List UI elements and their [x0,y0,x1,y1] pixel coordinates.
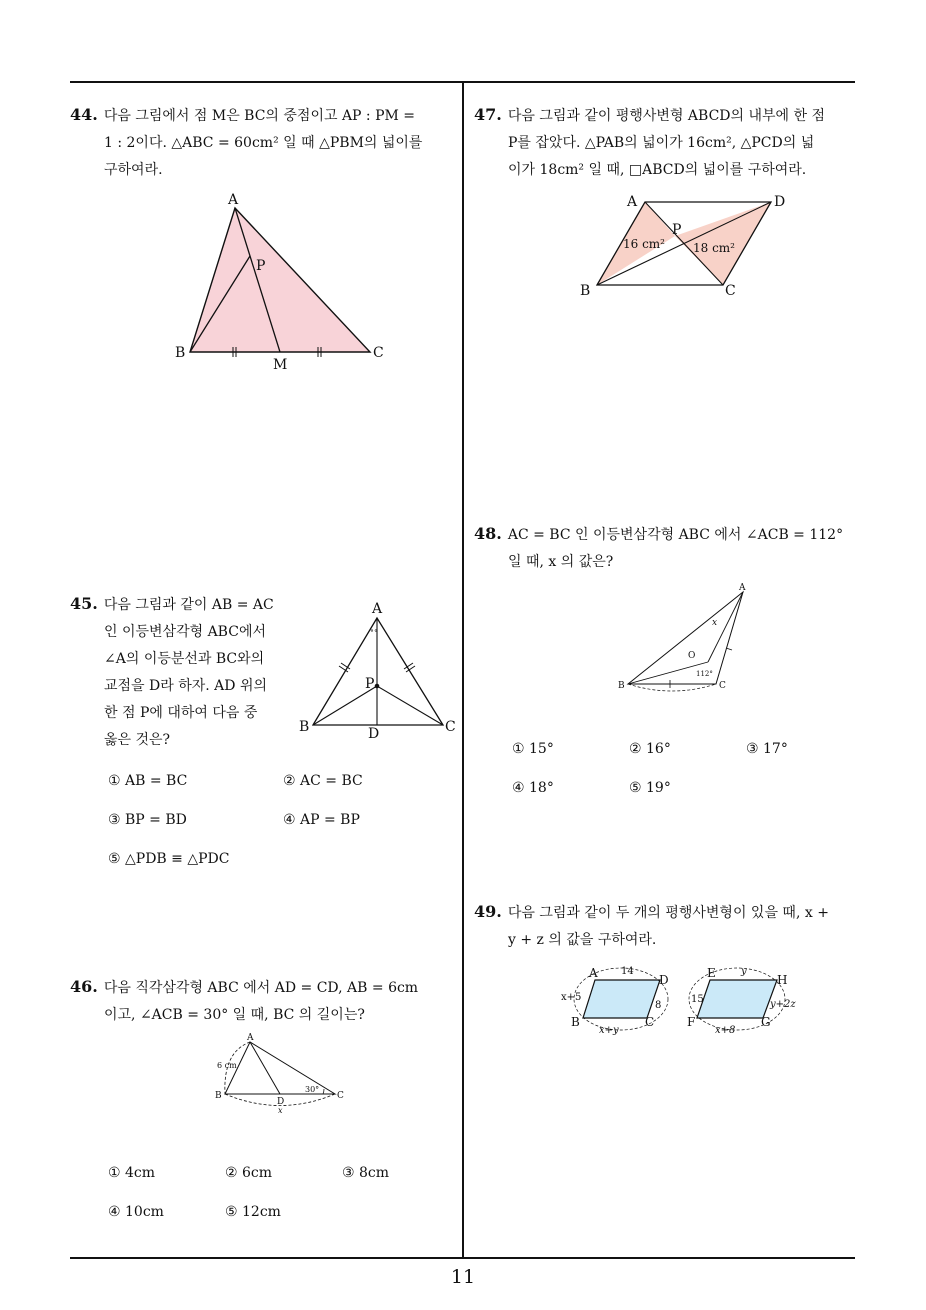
problem-text-line: 구하여라. [104,162,163,178]
label-a: A [627,194,638,210]
segment-ad [250,1042,280,1094]
label-o: O [688,651,696,661]
label-b: B [580,283,591,299]
problem-number: 48. [474,524,502,543]
choice-3[interactable]: ③ BP = BD [108,812,187,828]
choice-4[interactable]: ④ AP = BP [283,812,360,828]
problem-44 [70,101,455,184]
problem-number: 44. [70,105,98,124]
label-b: B [175,345,186,361]
problem-text-line: 다음 그림과 같이 평행사변형 ABCD의 내부에 한 점 [507,108,826,124]
label-x: x [712,618,718,628]
triangle-abc [190,208,370,352]
label-h: H [777,973,788,987]
label-area1: 16 cm² [623,237,665,251]
problem-text-line: 다음 직각삼각형 ABC 에서 AD = CD, AB = 6cm [103,980,419,996]
label-a: A [247,1033,254,1043]
problem-text-line: ∠A의 이등분선과 BC와의 [104,651,265,667]
label-a: A [372,601,383,617]
label-bottom1: x+y [599,1025,619,1036]
problem-text-line: 한 점 P에 대하여 다음 중 [104,705,258,721]
choice-5[interactable]: ⑤ 12cm [225,1204,281,1220]
point-p [375,684,380,689]
choice-5[interactable]: ⑤ △PDB ≡ △PDC [108,851,230,867]
problem-text-line: 다음 그림과 같이 AB = AC [103,597,274,613]
label-e: E [707,966,716,980]
label-c: C [719,681,726,691]
problem-48 [474,520,864,576]
problem-text-line: y + z 의 값을 구하여라. [508,932,657,948]
choice-2[interactable]: ② AC = BC [283,773,363,789]
label-angle: 112° [696,670,713,678]
right-triangle-figure-46 [205,1032,365,1117]
label-c: C [337,1091,344,1101]
isosceles-figure-45 [295,598,460,743]
label-bottom2: x+8 [715,1025,736,1036]
problem-text-line: 다음 그림과 같이 두 개의 평행사변형이 있을 때, x + [507,905,829,921]
problem-number: 47. [474,105,502,124]
label-p: P [672,222,682,238]
problem-49 [474,898,864,954]
choice-3[interactable]: ③ 17° [746,741,788,757]
triangle-abc [628,592,743,684]
choice-2[interactable]: ② 16° [629,741,671,757]
parallelogram-figure-47 [575,190,795,300]
choice-2[interactable]: ② 6cm [225,1165,273,1181]
problem-text-line: 이고, ∠ACB = 30° 일 때, BC 의 길이는? [104,1007,365,1023]
label-left1: x+5 [561,992,582,1003]
choice-5[interactable]: ⑤ 19° [629,780,671,796]
label-d: D [774,194,786,210]
label-b: B [299,719,310,735]
problem-46 [70,973,460,1029]
parallelogram-efgh [697,980,777,1018]
label-c: C [445,719,456,735]
choice-4[interactable]: ④ 18° [512,780,554,796]
problem-text-line: 다음 그림에서 점 M은 BC의 중점이고 AP : PM = [103,108,416,124]
problem-text-line: 인 이등변삼각형 ABC에서 [104,624,266,640]
label-b: B [618,681,625,691]
problem-number: 49. [474,902,502,921]
label-area2: 18 cm² [693,241,735,255]
column-divider [462,81,464,1259]
label-angle: 30° [305,1085,320,1094]
label-f: F [687,1015,696,1029]
label-x: x [278,1106,283,1115]
label-p: P [256,258,266,274]
label-b: B [571,1015,580,1029]
page-number: 11 [450,1266,476,1288]
label-p: P [365,676,375,692]
problem-number: 45. [70,594,98,613]
choice-1[interactable]: ① AB = BC [108,773,188,789]
label-a: A [739,583,746,593]
label-d: D [659,973,669,987]
problem-47 [474,101,859,184]
choice-4[interactable]: ④ 10cm [108,1204,164,1220]
isosceles-figure-48 [612,580,762,692]
choice-1[interactable]: ① 15° [512,741,554,757]
problem-text-line: 일 때, x 의 값은? [508,554,614,570]
label-c: C [645,1015,655,1029]
label-d: D [368,726,380,742]
parallelogram-abcd [583,980,660,1018]
label-right2: y+2z [770,999,796,1010]
label-m: M [273,357,288,373]
label-d: D [277,1097,285,1107]
triangle-abc [313,618,443,725]
problem-text-line: 이가 18cm² 일 때, □ABCD의 넓이를 구하여라. [508,162,807,178]
label-a: A [589,966,598,980]
problem-number: 46. [70,977,98,996]
problem-45 [70,590,300,754]
label-c: C [373,345,384,361]
label-b: B [215,1091,222,1101]
label-right1: 8 [655,1000,662,1011]
problem-text-line: 교점을 D라 하자. AD 위의 [104,678,268,694]
label-left2: 15 [691,994,704,1005]
label-top2: y [741,966,747,977]
triangle-figure-44 [170,192,400,377]
bottom-rule [70,1257,855,1259]
parallelograms-figure-49 [555,960,815,1040]
label-top1: 14 [621,966,634,977]
choice-1[interactable]: ① 4cm [108,1165,156,1181]
label-a: A [228,192,239,208]
problem-text-line: 옳은 것은? [104,732,171,748]
problem-text-line: 1 : 2이다. △ABC = 60cm² 일 때 △PBM의 넓이를 [104,135,423,151]
choice-3[interactable]: ③ 8cm [342,1165,390,1181]
problem-text-line: AC = BC 인 이등변삼각형 ABC 에서 ∠ACB = 112° [507,527,844,543]
problem-text-line: P를 잡았다. △PAB의 넓이가 16cm², △PCD의 넓 [508,135,815,151]
label-side: 6 cm [217,1061,237,1070]
svg-text:∘∘: ∘∘ [370,626,378,635]
label-c: C [725,283,736,299]
segment-cp [377,686,443,725]
label-g: G [761,1015,771,1029]
